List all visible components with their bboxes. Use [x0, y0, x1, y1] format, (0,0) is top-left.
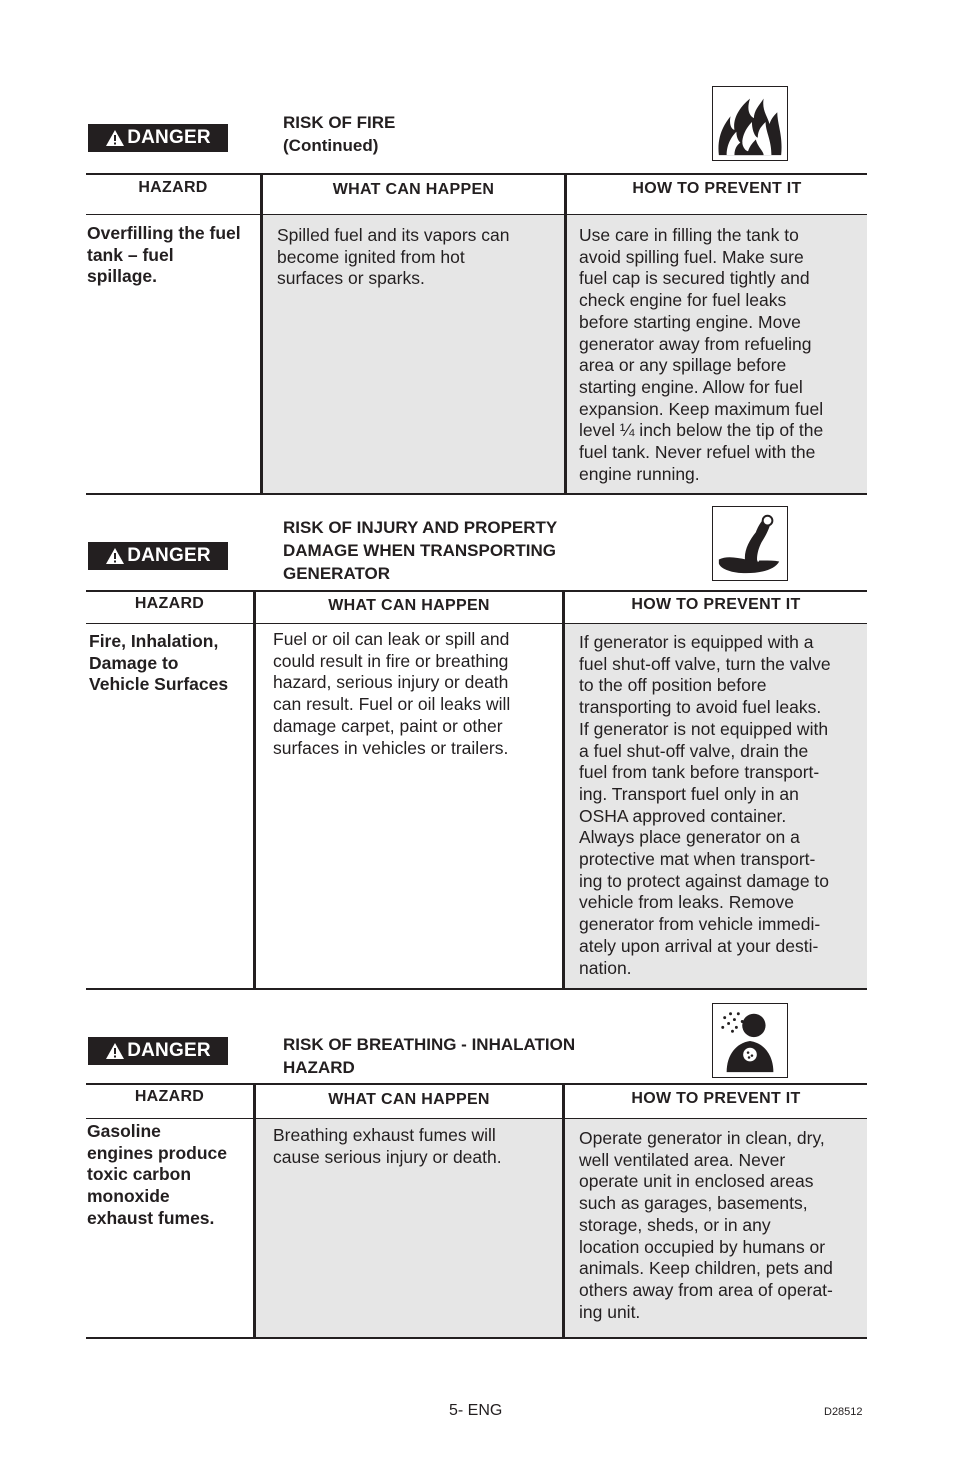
text-line: Operate generator in clean, dry, [579, 1128, 825, 1148]
text-line: ing. Transport fuel only in an [579, 783, 799, 804]
text-line: become ignited from hot [277, 246, 465, 267]
text-line: generator from vehicle immedi- [579, 914, 821, 935]
text-line: animals. Keep children, pets and [579, 1258, 833, 1279]
fuel-spill-icon [712, 506, 788, 581]
text-line: damage carpet, paint or other [273, 715, 503, 736]
danger-label: DANGER [127, 127, 211, 148]
document-code: D28512 [824, 1406, 863, 1418]
hazard-table [86, 173, 867, 495]
text-line: If generator is not equipped with [579, 718, 829, 739]
text-line: Spilled fuel and its vapors can [277, 225, 510, 245]
text-line: others away from area of operat- [579, 1279, 833, 1300]
text-line: starting engine. Allow for fuel [579, 376, 803, 397]
text-line: ing to protect against damage to [579, 870, 830, 891]
hazard-cell [87, 223, 259, 288]
text-line: fuel tank. Never refuel with the [579, 442, 816, 463]
danger-badge [88, 1037, 228, 1065]
text-line: Always place generator on a [579, 827, 800, 848]
flame-icon [712, 86, 788, 161]
text-line: cause serious injury or death. [273, 1146, 502, 1167]
how-to-prevent-cell [579, 1128, 867, 1323]
text-line: protective mat when transport- [579, 849, 816, 870]
header-how-to-prevent: HOW TO PREVENT IT [632, 180, 802, 197]
text-line: ately upon arrival at your desti- [579, 935, 819, 956]
text-line: vehicle from leaks. Remove [579, 892, 794, 913]
text-line: Fire, Inhalation, [89, 631, 219, 651]
text-line: avoid spilling fuel. Make sure [579, 246, 804, 267]
how-to-prevent-cell [579, 225, 867, 485]
how-to-prevent-cell [579, 632, 867, 979]
text-line: engines produce [87, 1142, 228, 1163]
text-line: Vehicle Surfaces [89, 674, 229, 695]
text-line: exhaust fumes. [87, 1207, 215, 1228]
risk-title-line: RISK OF FIRE [283, 113, 396, 132]
text-line: such as garages, basements, [579, 1193, 808, 1214]
header-hazard: HAZARD [134, 595, 205, 612]
hazard-table [86, 1083, 867, 1339]
text-line: hazard, serious injury or death [273, 672, 509, 693]
text-line: before starting engine. Move [579, 311, 801, 332]
text-line: ing unit. [579, 1301, 641, 1322]
warning-triangle-icon [105, 547, 125, 565]
text-line: storage, sheds, or in any [579, 1214, 771, 1235]
header-what-can-happen: WHAT CAN HAPPEN [332, 181, 495, 198]
text-line: fuel shut-off valve, turn the valve [579, 653, 831, 674]
header-what-can-happen: WHAT CAN HAPPEN [328, 597, 490, 614]
text-line: surfaces or sparks. [277, 268, 425, 289]
danger-badge [88, 542, 228, 570]
danger-label: DANGER [127, 545, 211, 566]
warning-triangle-icon [105, 129, 125, 147]
header-how-to-prevent: HOW TO PREVENT IT [631, 596, 801, 613]
text-line: fuel from tank before transport- [579, 762, 820, 783]
risk-title [283, 1033, 575, 1079]
hazard-cell [87, 1121, 251, 1230]
text-line: transporting to avoid fuel leaks. [579, 697, 822, 718]
text-line: nation. [579, 957, 632, 978]
risk-title [283, 516, 557, 585]
hazard-cell [89, 631, 251, 696]
what-can-happen-cell [277, 225, 562, 290]
text-line: If generator is equipped with a [579, 632, 814, 652]
text-line: location occupied by humans or [579, 1236, 826, 1257]
what-can-happen-cell [273, 629, 560, 759]
text-line: well ventilated area. Never [579, 1149, 786, 1170]
text-line: can result. Fuel or oil leaks will [273, 694, 511, 715]
risk-title-line: GENERATOR [283, 564, 391, 583]
header-how-to-prevent: HOW TO PREVENT IT [631, 1090, 801, 1107]
text-line: Breathing exhaust fumes will [273, 1125, 496, 1145]
risk-title-line: DAMAGE WHEN TRANSPORTING [283, 541, 556, 560]
text-line: OSHA approved container. [579, 805, 787, 826]
text-line: Overfilling the fuel [87, 223, 241, 243]
text-line: could result in fire or breathing [273, 650, 509, 671]
danger-section-fire [86, 86, 867, 496]
text-line: operate unit in enclosed areas [579, 1171, 814, 1192]
hazard-table [86, 590, 867, 990]
text-line: Gasoline [87, 1121, 161, 1141]
text-line: area or any spillage before [579, 355, 787, 376]
risk-title-line: RISK OF INJURY AND PROPERTY [283, 518, 558, 537]
text-line: level ¼ inch below the tip of the [579, 420, 824, 441]
warning-triangle-icon [105, 1042, 125, 1060]
text-line: engine running. [579, 463, 700, 484]
inhalation-icon [712, 1003, 788, 1078]
risk-title-line: (Continued) [283, 136, 379, 155]
risk-title-line: HAZARD [283, 1058, 355, 1077]
danger-section-inhalation [86, 1003, 867, 1340]
text-line: Damage to [89, 652, 179, 673]
header-hazard: HAZARD [138, 179, 208, 196]
page-number: 5- ENG [449, 1402, 503, 1419]
risk-title [283, 111, 395, 157]
text-line: tank – fuel [87, 244, 174, 265]
text-line: monoxide [87, 1186, 170, 1207]
text-line: expansion. Keep maximum fuel [579, 398, 824, 419]
text-line: generator away from refueling [579, 333, 812, 354]
header-hazard: HAZARD [134, 1088, 205, 1105]
danger-section-transport [86, 506, 867, 992]
danger-label: DANGER [127, 1040, 211, 1061]
text-line: Use care in filling the tank to [579, 225, 799, 245]
text-line: toxic carbon [87, 1164, 192, 1185]
header-what-can-happen: WHAT CAN HAPPEN [328, 1091, 490, 1108]
text-line: to the off position before [579, 675, 767, 696]
text-line: fuel cap is secured tightly and [579, 268, 810, 289]
text-line: spillage. [87, 266, 158, 287]
risk-title-line: RISK OF BREATHING - INHALATION [283, 1035, 576, 1054]
text-line: Fuel or oil can leak or spill and [273, 629, 510, 649]
danger-badge [88, 124, 228, 152]
what-can-happen-cell [273, 1125, 560, 1168]
text-line: surfaces in vehicles or trailers. [273, 737, 509, 758]
text-line: check engine for fuel leaks [579, 290, 787, 311]
text-line: a fuel shut-off valve, drain the [579, 740, 809, 761]
